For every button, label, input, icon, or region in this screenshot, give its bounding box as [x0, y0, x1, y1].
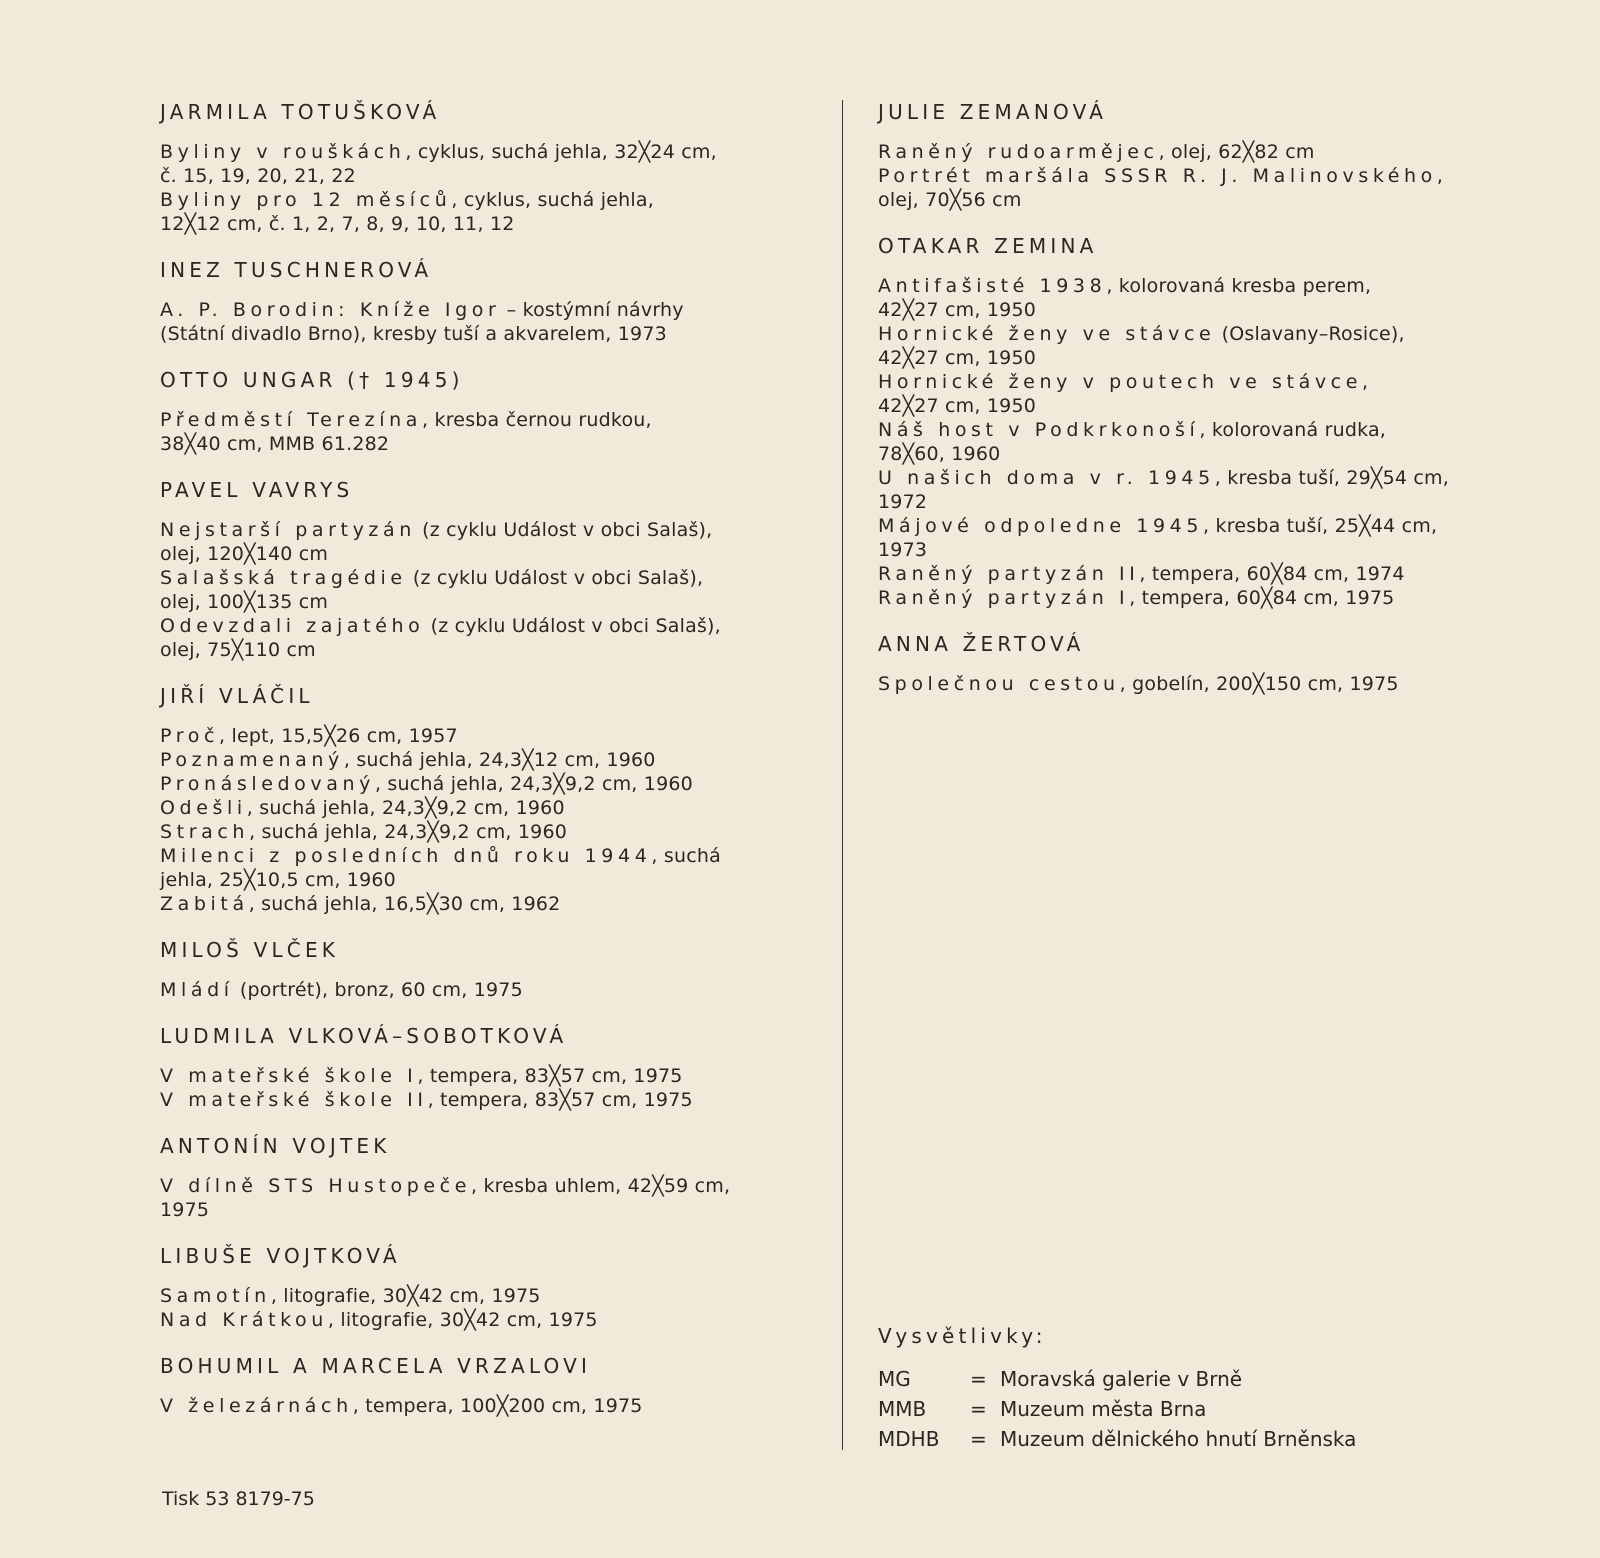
work-details: , suchá jehla, 24,3╳9,2 cm, 1960 [246, 797, 565, 819]
work-details: 42╳27 cm, 1950 [878, 347, 1037, 369]
work-entry [878, 562, 1528, 586]
work-entry [878, 490, 1528, 514]
works-list [160, 1174, 810, 1222]
work-title: V dílně STS Hustopeče [160, 1175, 471, 1197]
work-title: Byliny v rouškách [160, 141, 406, 163]
legend-row [878, 1394, 1478, 1424]
work-entry [160, 566, 810, 590]
work-details: 1973 [878, 539, 928, 561]
work-details: , suchá [651, 845, 721, 867]
work-details: , olej, 62╳82 cm [1158, 141, 1315, 163]
legend-meaning: Moravská galerie v Brně [1000, 1367, 1243, 1391]
artist-section [160, 256, 810, 346]
work-title: Zabitá [160, 893, 249, 915]
works-list [160, 518, 810, 662]
work-details: , [1362, 371, 1369, 393]
work-entry [160, 140, 810, 164]
work-entry [878, 274, 1528, 298]
artist-name: OTAKAR ZEMINA [878, 234, 1098, 258]
work-entry [160, 590, 810, 614]
work-title: Pronásledovaný [160, 773, 375, 795]
work-entry [878, 466, 1528, 490]
work-details: 38╳40 cm, MMB 61.282 [160, 433, 390, 455]
artist-section [160, 476, 810, 662]
work-details: , tempera, 83╳57 cm, 1975 [417, 1065, 683, 1087]
work-entry [878, 442, 1528, 466]
work-entry [160, 1064, 810, 1088]
work-title: Poznamenaný [160, 749, 344, 771]
work-details: , suchá jehla, 24,3╳9,2 cm, 1960 [249, 821, 568, 843]
work-title: Hornické ženy v poutech ve stávce [878, 371, 1363, 393]
work-details: , cyklus, suchá jehla, [451, 189, 654, 211]
legend-eq: = [970, 1367, 987, 1391]
works-list [878, 140, 1528, 212]
work-title: U našich doma v r. 1945 [878, 467, 1215, 489]
artist-section [160, 366, 810, 456]
work-details: , suchá jehla, 16,5╳30 cm, 1962 [248, 893, 561, 915]
work-title: Portrét maršála SSSR R. J. Malinovského [878, 165, 1437, 187]
artist-section [160, 1022, 810, 1112]
work-details: (Státní divadlo Brno), kresby tuší a akvarelem, 1973 [160, 323, 667, 345]
work-title: Raněný rudoarmějec [878, 141, 1159, 163]
work-entry [878, 370, 1528, 394]
legend-abbr: MMB [878, 1397, 927, 1421]
work-title: Proč [160, 725, 219, 747]
work-details: , [1436, 165, 1444, 187]
artist-section [878, 630, 1528, 696]
work-entry [878, 322, 1528, 346]
work-details: 42╳27 cm, 1950 [878, 299, 1037, 321]
work-entry [160, 298, 810, 322]
works-list [160, 140, 810, 236]
work-entry [878, 298, 1528, 322]
work-details: olej, 120╳140 cm [160, 543, 329, 565]
work-title: Nad Krátkou [160, 1309, 328, 1331]
artist-section [160, 1132, 810, 1222]
legend-meaning: Muzeum města Brna [1000, 1397, 1207, 1421]
right-column [878, 98, 1528, 696]
work-title: A. P. Borodin: Kníže Igor [160, 299, 501, 321]
work-title: Antifašisté 1938 [878, 275, 1107, 297]
work-details: č. 15, 19, 20, 21, 22 [160, 165, 356, 187]
work-entry [160, 1308, 810, 1332]
work-details: , suchá jehla, 24,3╳12 cm, 1960 [343, 749, 656, 771]
work-title: V železárnách [160, 1395, 353, 1417]
work-entry [160, 518, 810, 542]
artist-name: OTTO UNGAR († 1945) [160, 368, 464, 392]
artist-name: MILOŠ VLČEK [160, 938, 340, 962]
work-entry [878, 188, 1528, 212]
work-entry [160, 322, 810, 346]
work-entry [878, 586, 1528, 610]
work-details: , cyklus, suchá jehla, 32╳24 cm, [405, 141, 717, 163]
work-entry [160, 188, 810, 212]
work-details: (Oslavany–Rosice), [1215, 323, 1405, 345]
work-title: Raněný partyzán I [878, 587, 1130, 609]
works-list [160, 978, 810, 1002]
work-entry [160, 724, 810, 748]
work-details: jehla, 25╳10,5 cm, 1960 [160, 869, 396, 891]
artist-section [878, 232, 1528, 610]
work-details: , kresba černou rudkou, [422, 409, 652, 431]
work-title: Strach [160, 821, 250, 843]
work-entry [878, 418, 1528, 442]
work-entry [160, 844, 810, 868]
work-details: 12╳12 cm, č. 1, 2, 7, 8, 9, 10, 11, 12 [160, 213, 515, 235]
work-details: (z cyklu Událost v obci Salaš), [415, 519, 713, 541]
work-details: olej, 100╳135 cm [160, 591, 329, 613]
work-details: , lept, 15,5╳26 cm, 1957 [219, 725, 458, 747]
work-title: Nejstarší partyzán [160, 519, 416, 541]
works-list [878, 672, 1528, 696]
work-title: Salašská tragédie [160, 567, 407, 589]
work-entry [878, 140, 1528, 164]
work-title: V mateřské škole I [160, 1065, 418, 1087]
artist-section [160, 1352, 810, 1418]
work-entry [160, 772, 810, 796]
works-list [160, 1064, 810, 1112]
legend-row [878, 1424, 1478, 1454]
work-entry [160, 868, 810, 892]
works-list [878, 274, 1528, 610]
work-entry [160, 820, 810, 844]
work-details: (portrét), bronz, 60 cm, 1975 [233, 979, 523, 1001]
artist-section [160, 1242, 810, 1332]
work-entry [160, 748, 810, 772]
work-details: , gobelín, 200╳150 cm, 1975 [1119, 673, 1399, 695]
work-title: V mateřské škole II [160, 1089, 428, 1111]
print-code: Tisk 53 8179-75 [162, 1488, 315, 1510]
legend-eq: = [970, 1397, 987, 1421]
work-details: , tempera, 60╳84 cm, 1975 [1129, 587, 1395, 609]
legend [878, 1322, 1478, 1454]
works-list [160, 1394, 810, 1418]
work-entry [160, 796, 810, 820]
works-list [160, 724, 810, 916]
work-title: Odešli [160, 797, 247, 819]
work-entry [160, 1174, 810, 1198]
work-entry [160, 542, 810, 566]
work-details: , kolorovaná kresba perem, [1106, 275, 1372, 297]
artist-section [160, 682, 810, 916]
work-entry [878, 394, 1528, 418]
artist-section [160, 98, 810, 236]
artist-name: BOHUMIL A MARCELA VRZALOVI [160, 1354, 592, 1378]
work-details: , kresba uhlem, 42╳59 cm, [470, 1175, 731, 1197]
work-details: olej, 75╳110 cm [160, 639, 316, 661]
artist-name: LUDMILA VLKOVÁ–SOBOTKOVÁ [160, 1024, 568, 1048]
work-entry [160, 164, 810, 188]
artist-name: ANTONÍN VOJTEK [160, 1134, 391, 1158]
artist-name: LIBUŠE VOJTKOVÁ [160, 1244, 401, 1268]
work-entry [160, 638, 810, 662]
work-entry [160, 408, 810, 432]
work-details: , kresba tuší, 25╳44 cm, [1203, 515, 1438, 537]
work-title: Milenci z posledních dnů roku 1944 [160, 845, 652, 867]
left-column [160, 98, 810, 1418]
work-entry [160, 432, 810, 456]
artist-name: JARMILA TOTUŠKOVÁ [160, 100, 441, 124]
legend-eq: = [970, 1427, 987, 1451]
work-entry [160, 978, 810, 1002]
work-entry [160, 212, 810, 236]
work-title: Společnou cestou [878, 673, 1120, 695]
work-title: Hornické ženy ve stávce [878, 323, 1216, 345]
work-title: Samotín [160, 1285, 271, 1307]
work-details: , litografie, 30╳42 cm, 1975 [327, 1309, 598, 1331]
work-details: (z cyklu Událost v obci Salaš), [424, 615, 721, 637]
artist-name: JIŘÍ VLÁČIL [160, 684, 314, 708]
work-entry [160, 892, 810, 916]
legend-meaning: Muzeum dělnického hnutí Brněnska [1000, 1427, 1357, 1451]
work-entry [160, 1394, 810, 1418]
work-details: , suchá jehla, 24,3╳9,2 cm, 1960 [374, 773, 693, 795]
legend-row [878, 1364, 1478, 1394]
work-title: Májové odpoledne 1945 [878, 515, 1204, 537]
work-details: , tempera, 100╳200 cm, 1975 [352, 1395, 643, 1417]
work-entry [878, 164, 1528, 188]
legend-abbr: MDHB [878, 1427, 940, 1451]
work-details: 1972 [878, 491, 928, 513]
work-details: , kresba tuší, 29╳54 cm, [1214, 467, 1449, 489]
work-entry [878, 514, 1528, 538]
work-details: (z cyklu Událost v obci Salaš), [406, 567, 704, 589]
work-entry [160, 1088, 810, 1112]
work-entry [878, 672, 1528, 696]
work-entry [878, 346, 1528, 370]
works-list [160, 298, 810, 346]
work-details: olej, 70╳56 cm [878, 189, 1022, 211]
work-details: 42╳27 cm, 1950 [878, 395, 1037, 417]
work-entry [160, 1284, 810, 1308]
work-title: Byliny pro 12 měsíců [160, 189, 452, 211]
legend-abbr: MG [878, 1367, 911, 1391]
work-entry [160, 614, 810, 638]
work-title: Náš host v Podkrkonoší [878, 419, 1200, 441]
artist-name: PAVEL VAVRYS [160, 478, 354, 502]
work-title: Mládí [160, 979, 234, 1001]
artist-name: JULIE ZEMANOVÁ [878, 100, 1108, 124]
work-entry [878, 538, 1528, 562]
work-title: Raněný partyzán II [878, 563, 1140, 585]
work-title: Předměstí Terezína [160, 409, 423, 431]
artist-section [160, 936, 810, 1002]
works-list [160, 1284, 810, 1332]
work-details: 78╳60, 1960 [878, 443, 1001, 465]
work-details: , kolorovaná rudka, [1199, 419, 1387, 441]
work-details: 1975 [160, 1199, 210, 1221]
artist-name: ANNA ŽERTOVÁ [878, 632, 1085, 656]
work-details: – kostýmní návrhy [500, 299, 684, 321]
work-details: , tempera, 83╳57 cm, 1975 [427, 1089, 693, 1111]
work-details: , litografie, 30╳42 cm, 1975 [270, 1285, 541, 1307]
works-list [160, 408, 810, 456]
column-divider [842, 100, 843, 1450]
artist-name: INEZ TUSCHNEROVÁ [160, 258, 433, 282]
work-entry [160, 1198, 810, 1222]
legend-title: Vysvětlivky: [878, 1324, 1047, 1348]
work-title: Odevzdali zajatého [160, 615, 425, 637]
work-details: , tempera, 60╳84 cm, 1974 [1139, 563, 1405, 585]
artist-section [878, 98, 1528, 212]
